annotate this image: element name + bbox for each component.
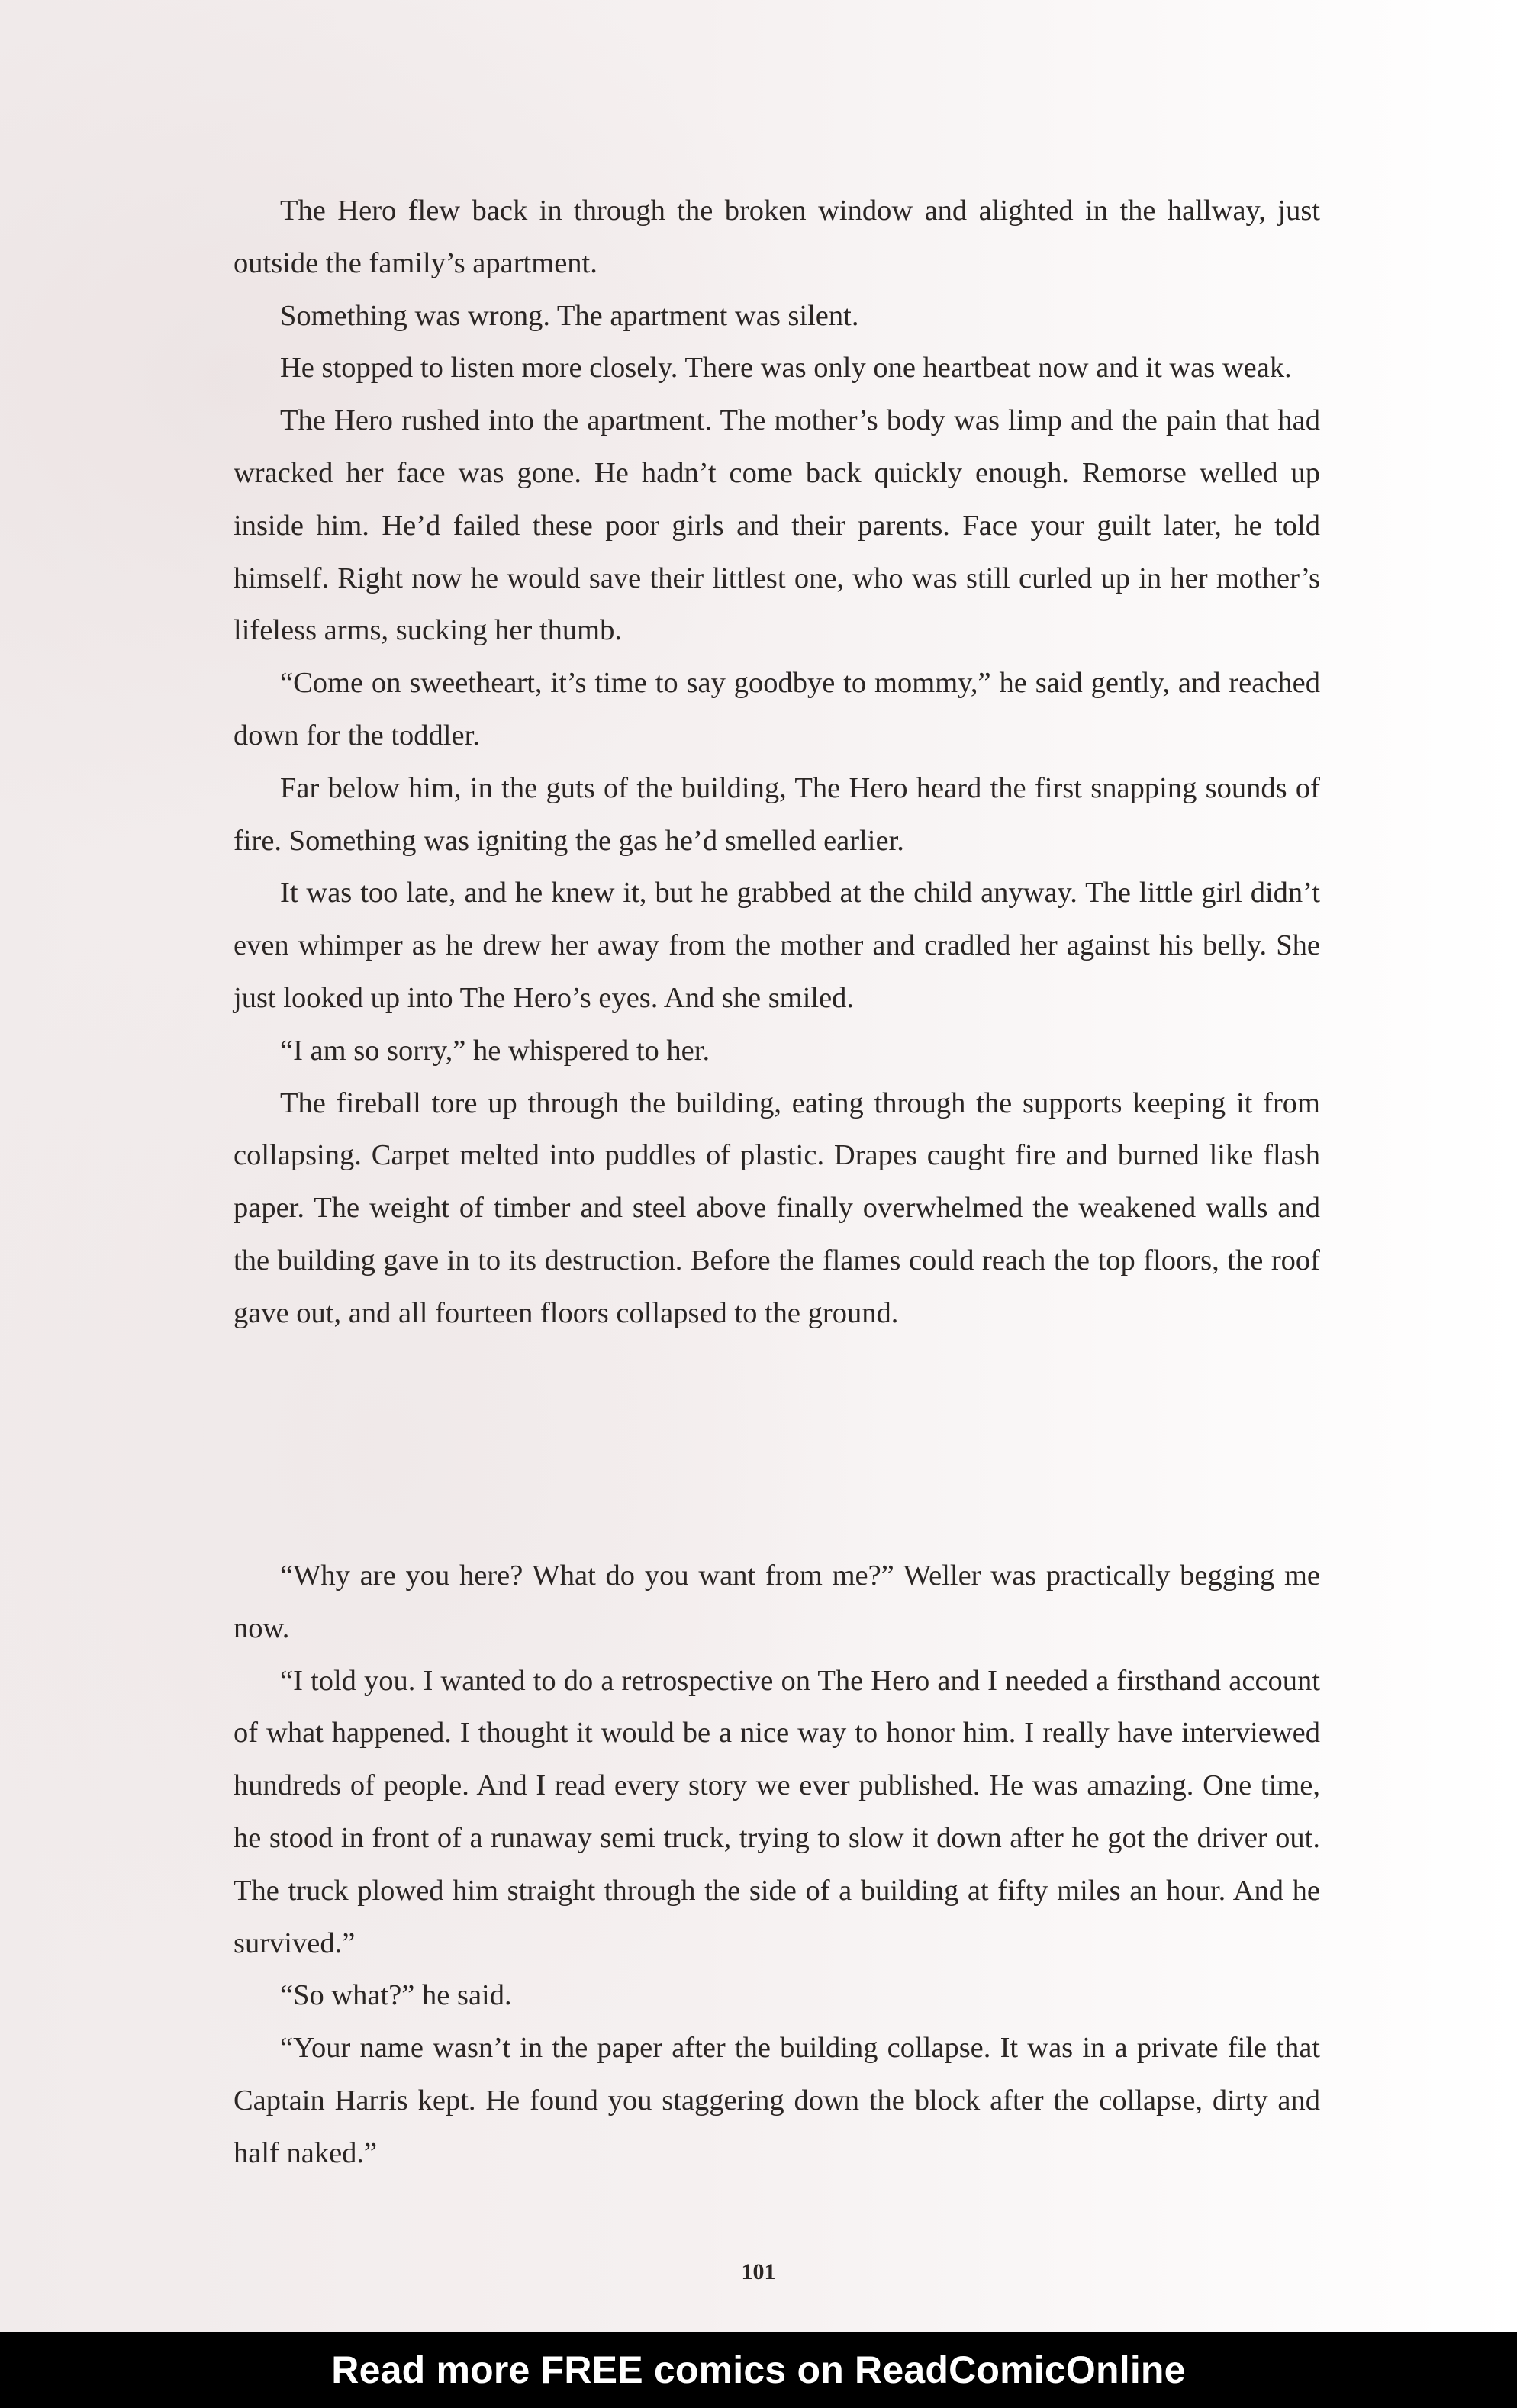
story-section-1 <box>234 185 1320 1340</box>
paragraph: The Hero flew back in through the broken window and alighted in the hallway, just outside the family’s apartment. <box>234 195 1320 279</box>
paragraph: It was too late, and he knew it, but he grabbed at the child anyway. The little girl didn’t even whimper as he drew her away from the mother and cradled her against his belly. She just looked up into The Hero’s eyes. And she smiled. <box>234 877 1320 1014</box>
paragraph: “Why are you here? What do you want from me?” Weller was practically begging me now. <box>234 1560 1320 1644</box>
promo-banner[interactable] <box>0 2332 1517 2408</box>
paragraph: Far below him, in the guts of the building, The Hero heard the first snapping sounds of fire. Something was igniting the gas he’d smelled earlier. <box>234 771 1320 857</box>
promo-banner-link[interactable]: Read more FREE comics on ReadComicOnline <box>331 2348 1186 2391</box>
paragraph: He stopped to listen more closely. There was only one heartbeat now and it was weak. <box>280 352 1292 385</box>
paragraph: “Your name wasn’t in the paper after the building collapse. It was in a private file that Captain Harris kept. He found you staggering down the block after the collapse, dirty and half naked.” <box>234 2032 1320 2169</box>
paragraph: The fireball tore up through the building, eating through the supports keeping it from collapsing. Carpet melted into puddles of plastic. Drapes caught fire and burned like flash paper. The weight of timber and steel above finally overwhelmed the weakened walls and the building gave in to its destruction. Before the flames could reach the top floors, the roof gave out, and all fourteen floors collapsed to the ground. <box>234 1086 1320 1329</box>
paragraph: “I am so sorry,” he whispered to her. <box>280 1034 710 1067</box>
paragraph: Something was wrong. The apartment was silent. <box>280 299 859 332</box>
paragraph: “I told you. I wanted to do a retrospective on The Hero and I needed a firsthand account of what happened. I thought it would be a nice way to honor him. I really have interviewed hundreds of people. And I read every story we ever published. He was amazing. One time, he stood in front of a runaway semi truck, trying to slow it down after he got the driver out. The truck plowed him straight through the side of a building at fifty miles an hour. And he survived.” <box>234 1664 1320 1959</box>
paragraph: The Hero rushed into the apartment. The mother’s body was limp and the pain that had wracked her face was gone. He hadn’t come back quickly enough. Remorse welled up inside him. He’d failed these poor girls and their parents. Face your guilt later, he told himself. Right now he would save their littlest one, who was still curled up in her mother’s lifeless arms, sucking her thumb. <box>234 404 1320 647</box>
paragraph: “So what?” he said. <box>280 1979 512 2012</box>
story-section-2 <box>234 1550 1320 2180</box>
paragraph: “Come on sweetheart, it’s time to say goodbye to mommy,” he said gently, and reached down for the toddler. <box>234 667 1320 752</box>
page-number: 101 <box>741 2259 776 2284</box>
